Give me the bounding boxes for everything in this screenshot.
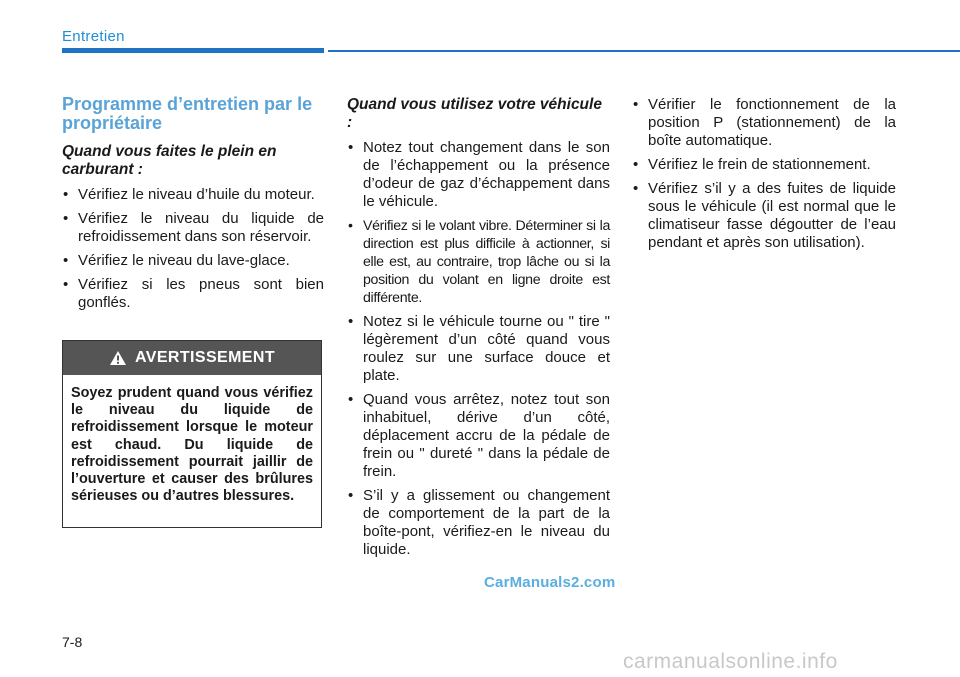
- list-item: • Quand vous arrêtez, notez tout son inhabituel, dérive d’un côté, déplacement accru de la pédale de frein ou " dureté " dans la pédale de frein.: [347, 391, 610, 481]
- list-item: • Vérifiez le niveau d’huile du moteur.: [62, 186, 324, 204]
- list-item: • Notez tout changement dans le son de l’échappement ou la présence d’odeur de gaz d’échappement dans le véhicule.: [347, 139, 610, 211]
- page-number: 7-8: [62, 634, 83, 650]
- watermark: CarManuals2.com: [484, 574, 616, 591]
- list-item: • Vérifier le fonctionnement de la position P (stationnement) de la boîte automatique.: [632, 96, 896, 150]
- subsection-title-driving: Quand vous utilisez votre véhicule :: [347, 96, 602, 131]
- footer-watermark: carmanualsonline.info: [623, 650, 838, 673]
- list-item: • Notez si le véhicule tourne ou " tire " légèrement d’un côté quand vous roulez sur une surface douce et plate.: [347, 313, 610, 385]
- warning-text: Soyez prudent quand vous vérifiez le niveau du liquide de refroidissement lorsque le moteur est chaud. Du liquide de refroidissement pourrait jaillir de l’ouverture et causer des brûlures sérieuses ou d’autres blessures.: [71, 385, 313, 505]
- list-item: • Vérifiez s’il y a des fuites de liquide sous le véhicule (il est normal que le climatiseur fasse dégoutter de l’eau pendant et après son utilisation).: [632, 180, 896, 252]
- section-title: Programme d’entretien par le propriétaire: [62, 94, 313, 133]
- refuel-checklist: [62, 186, 324, 312]
- list-item: • Vérifiez le niveau du lave-glace.: [62, 252, 324, 270]
- list-item: • Vérifiez le niveau du liquide de refroidissement dans son réservoir.: [62, 210, 324, 246]
- header-rule-thin: [328, 50, 960, 52]
- chapter-title: Entretien: [62, 28, 125, 45]
- driving-checklist: [347, 139, 610, 559]
- warning-box: [62, 340, 322, 528]
- subsection-title-refuel: Quand vous faites le plein en carburant :: [62, 143, 277, 178]
- warning-header: [63, 341, 321, 375]
- additional-checklist: [632, 96, 896, 252]
- column-1: [62, 95, 324, 318]
- list-item: • Vérifiez si les pneus sont bien gonflés.: [62, 276, 324, 312]
- warning-triangle-icon: [109, 350, 127, 366]
- list-item: • Vérifiez si le volant vibre. Déterminer si la direction est plus difficile à actionner, si elle est, au contraire, trop lâche ou si la position du volant en ligne droite est différente.: [347, 217, 610, 307]
- column-3: [632, 96, 896, 258]
- list-item: • Vérifiez le frein de stationnement.: [632, 156, 896, 174]
- header-rule-thick: [62, 48, 324, 53]
- list-item: • S’il y a glissement ou changement de comportement de la part de la boîte-pont, vérifiez-en le niveau du liquide.: [347, 487, 610, 559]
- column-2: [347, 96, 610, 565]
- warning-title: AVERTISSEMENT: [134, 349, 276, 366]
